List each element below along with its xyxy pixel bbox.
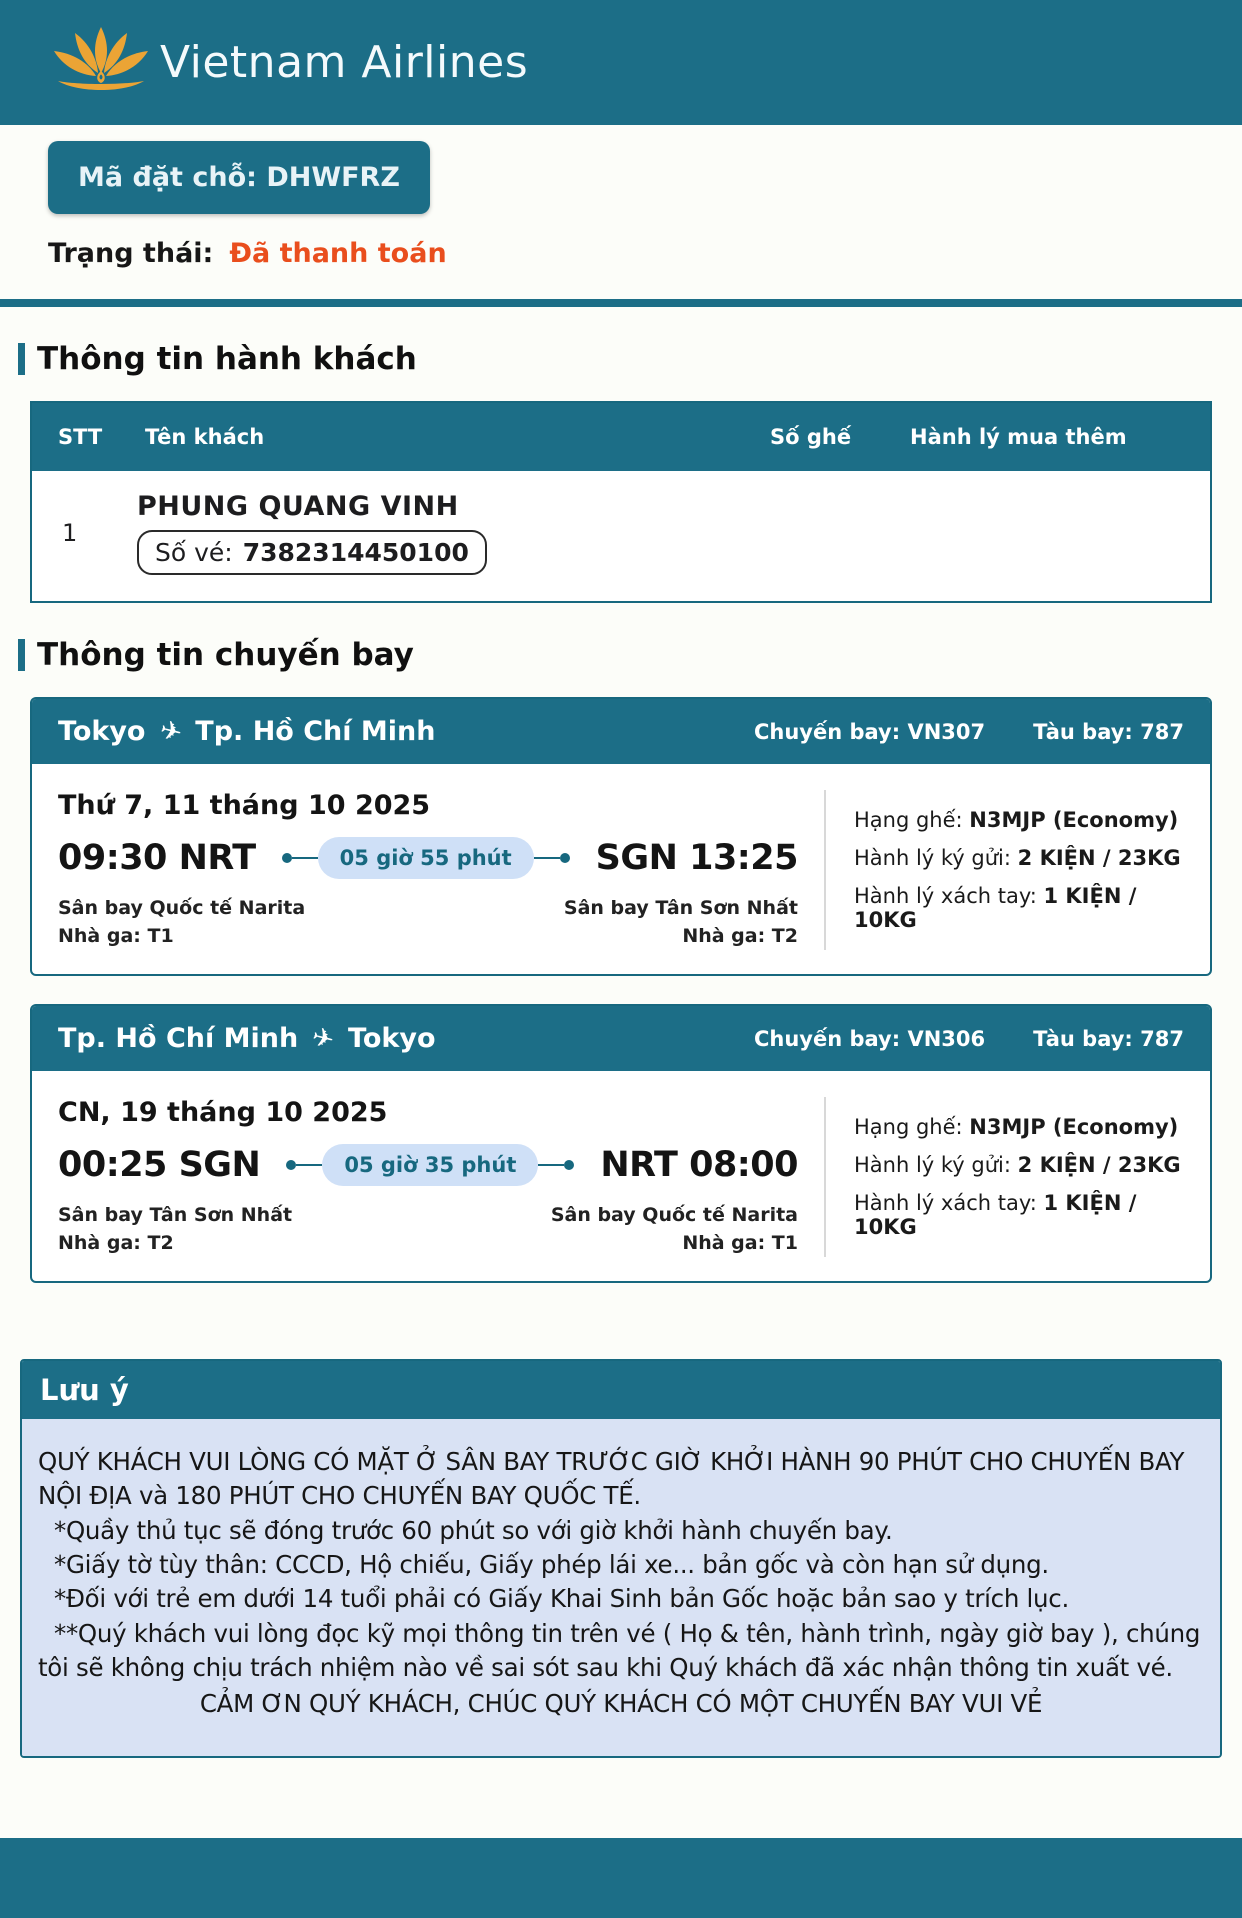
flight-date: Thứ 7, 11 tháng 10 2025 [58, 790, 431, 821]
connector-dot [282, 853, 292, 863]
top-brand-bar [0, 0, 1242, 125]
flight-times-panel [58, 790, 824, 950]
note-line: QUÝ KHÁCH VUI LÒNG CÓ MẶT Ở SÂN BAY TRƯỚC GIỜ KHỞI HÀNH 90 PHÚT CHO CHUYẾN BAY NỘI ĐỊA và 180 PHÚT CHO CHUYẾN BAY QUỐC TẾ. [38, 1447, 1185, 1511]
fare-baggage-panel [824, 1097, 1184, 1257]
flight-card-return [30, 1004, 1212, 1283]
notes-body [22, 1419, 1220, 1755]
passenger-table-header [32, 403, 1210, 471]
route-title [58, 716, 436, 747]
col-header-stt: STT [58, 425, 103, 449]
connector-line [296, 1164, 322, 1166]
plane-icon: ✈ [308, 1021, 338, 1056]
destination-city: Tp. Hồ Chí Minh [195, 716, 436, 747]
departure-terminal: Nhà ga: T1 [58, 924, 174, 947]
note-line: **Quý khách vui lòng đọc kỹ mọi thông tin trên vé ( Họ & tên, hành trình, ngày giờ bay ), chúng tôi sẽ không chịu trách nhiệm nào về sai sót sau khi Quý khách đã xác nhận thông tin xuất vé. [38, 1618, 1201, 1682]
flight-card-body [32, 764, 1210, 974]
ticket-label: Số vé: [155, 538, 233, 567]
route-row [58, 837, 798, 879]
arrival-terminal: Nhà ga: T2 [682, 924, 798, 947]
passenger-name: PHUNG QUANG VINH [137, 491, 459, 522]
flight-card-header [32, 1006, 1210, 1071]
connector-line [292, 857, 318, 859]
checked-baggage-line: Hành lý ký gửi: 2 KIỆN / 23KG [854, 1153, 1181, 1178]
note-thanks-line: CẢM ƠN QUÝ KHÁCH, CHÚC QUÝ KHÁCH CÓ MỘT CHUYẾN BAY VUI VẺ [199, 1689, 1043, 1719]
arrival-time: NRT 08:00 [600, 1145, 798, 1186]
connector-dot [564, 1160, 574, 1170]
flight-duration-connector [286, 1144, 574, 1186]
ticket-number: 7382314450100 [242, 538, 469, 567]
ticket-number-pill [137, 530, 487, 575]
teal-divider [0, 299, 1242, 307]
status-value: Đã thanh toán [229, 238, 447, 269]
departure-time: 00:25 SGN [58, 1145, 261, 1186]
note-line: *Quầy thủ tục sẽ đóng trước 60 phút so với giờ khởi hành chuyến bay. [54, 1515, 893, 1545]
title-accent-bar [18, 343, 25, 375]
flight-duration-connector [282, 837, 570, 879]
flight-card-header [32, 699, 1210, 764]
note-line: *Giấy tờ tùy thân: CCCD, Hộ chiếu, Giấy phép lái xe... bản gốc và còn hạn sử dụng. [54, 1550, 1049, 1580]
connector-line [538, 1164, 564, 1166]
carryon-baggage-line: Hành lý xách tay: 1 KIỆN / 10KG [854, 884, 1137, 933]
origin-city: Tp. Hồ Chí Minh [58, 1023, 299, 1055]
checked-baggage-line: Hành lý ký gửi: 2 KIỆN / 23KG [854, 846, 1181, 871]
booking-code-button[interactable]: Mã đặt chỗ: DHWFRZ [48, 141, 430, 214]
origin-city: Tokyo [58, 716, 146, 747]
lotus-logo-icon [46, 19, 156, 107]
status-label: Trạng thái: [48, 238, 214, 269]
plane-icon: ✈ [156, 714, 185, 749]
connector-line [534, 857, 560, 859]
duration-pill: 05 giờ 55 phút [318, 837, 534, 879]
notes-title: Lưu ý [22, 1361, 1220, 1419]
flight-meta [754, 1027, 1184, 1051]
col-header-seat: Số ghế [770, 425, 852, 449]
connector-dot [286, 1160, 296, 1170]
booking-status-line [48, 238, 1242, 269]
note-line: *Đối với trẻ em dưới 14 tuổi phải có Giấy Khai Sinh bản Gốc hoặc bản sao y trích lục. [54, 1584, 1069, 1614]
seat-class-line: Hạng ghế: N3MJP (Economy) [854, 808, 1179, 833]
destination-city: Tokyo [348, 1023, 436, 1055]
flight-card-outbound [30, 697, 1212, 976]
aircraft-type: Tàu bay: 787 [1033, 719, 1184, 744]
flight-meta [754, 720, 1184, 744]
notes-box [20, 1359, 1222, 1757]
carryon-baggage-line: Hành lý xách tay: 1 KIỆN / 10KG [854, 1191, 1137, 1240]
flight-times-panel [58, 1097, 824, 1257]
table-row [32, 471, 1210, 601]
arrival-time: SGN 13:25 [595, 838, 798, 878]
departure-airport: Sân bay Tân Sơn Nhất Nhà ga: T2 [58, 1202, 292, 1257]
arrival-terminal: Nhà ga: T1 [682, 1231, 798, 1254]
duration-pill: 05 giờ 35 phút [322, 1144, 538, 1186]
fare-baggage-panel [824, 790, 1184, 950]
airports-row [58, 1202, 798, 1257]
route-title [58, 1023, 436, 1054]
aircraft-type: Tàu bay: 787 [1033, 1026, 1184, 1051]
airports-row [58, 895, 798, 950]
arrival-airport: Sân bay Quốc tế Narita Nhà ga: T1 [551, 1202, 798, 1257]
departure-time: 09:30 NRT [58, 838, 256, 878]
arrival-airport: Sân bay Tân Sơn Nhất Nhà ga: T2 [564, 895, 798, 950]
flight-section-title: Thông tin chuyến bay [18, 637, 1242, 673]
title-accent-bar [18, 639, 25, 671]
col-header-name: Tên khách [145, 425, 265, 449]
flight-card-body [32, 1071, 1210, 1281]
passenger-section-title: Thông tin hành khách [18, 341, 1242, 377]
departure-airport: Sân bay Quốc tế Narita Nhà ga: T1 [58, 895, 305, 950]
col-header-baggage: Hành lý mua thêm [910, 425, 1127, 449]
route-row [58, 1144, 798, 1186]
flight-number: Chuyến bay: VN307 [753, 719, 986, 744]
brand-name: Vietnam Airlines [160, 37, 529, 88]
flight-date: CN, 19 tháng 10 2025 [58, 1097, 388, 1129]
seat-class-line: Hạng ghế: N3MJP (Economy) [854, 1115, 1179, 1140]
cell-stt: 1 [62, 519, 78, 547]
flight-number: Chuyến bay: VN306 [753, 1026, 986, 1051]
departure-terminal: Nhà ga: T2 [58, 1231, 174, 1254]
passenger-table [30, 401, 1212, 603]
connector-dot [560, 853, 570, 863]
cell-passenger [137, 491, 762, 575]
bottom-brand-bar [0, 1838, 1242, 1918]
